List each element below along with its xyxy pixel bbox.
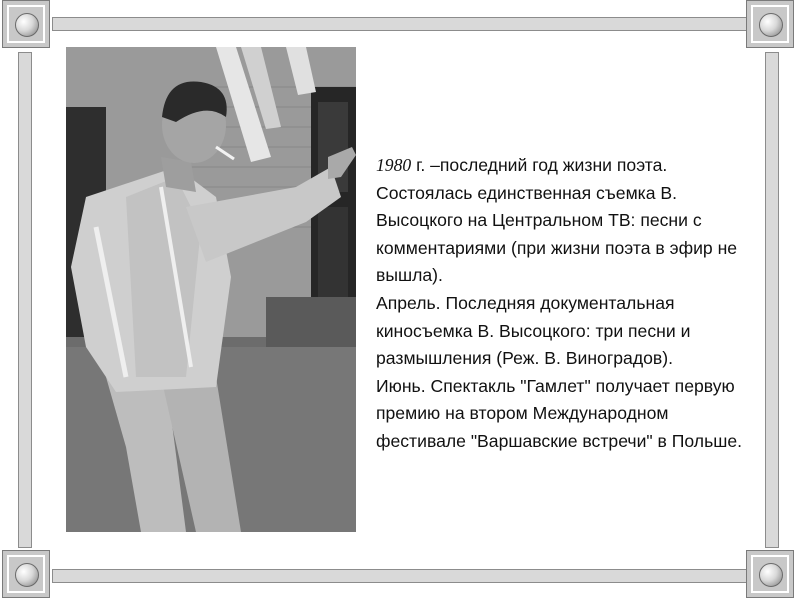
corner-knob-icon bbox=[759, 563, 783, 587]
text-paragraph-1-body: г. –последний год жизни поэта. Состоялась единственная съемка В. Высоцкого на Центральном ТВ: песни с комментариями (при жизни поэта в эфир не вышла). bbox=[376, 155, 738, 286]
frame-corner-top-right bbox=[746, 0, 794, 48]
text-paragraph-2: Апрель. Последняя документальная киносъемка В. Высоцкого: три песни и размышления (Реж. В. Виноградов). bbox=[376, 292, 691, 369]
frame-top-bar bbox=[52, 14, 748, 34]
corner-knob-icon bbox=[15, 563, 39, 587]
biography-text bbox=[376, 152, 756, 456]
frame-corner-top-left bbox=[2, 0, 50, 48]
frame-corner-bottom-right bbox=[746, 550, 794, 598]
text-paragraph-3: Июнь. Спектакль "Гамлет" получает первую премию на втором Международном фестивале "Варшавские встречи" в Польше. bbox=[376, 375, 743, 451]
year-1980: 1980 bbox=[376, 155, 412, 175]
corner-knob-icon bbox=[759, 13, 783, 37]
frame-left-bar bbox=[15, 52, 35, 548]
frame-right-bar bbox=[762, 52, 782, 548]
portrait-photo-drawing bbox=[66, 47, 356, 532]
corner-knob-icon bbox=[15, 13, 39, 37]
portrait-photo bbox=[66, 47, 356, 532]
text-paragraph-1 bbox=[376, 152, 756, 290]
frame-bottom-bar bbox=[52, 566, 748, 586]
frame-corner-bottom-left bbox=[2, 550, 50, 598]
